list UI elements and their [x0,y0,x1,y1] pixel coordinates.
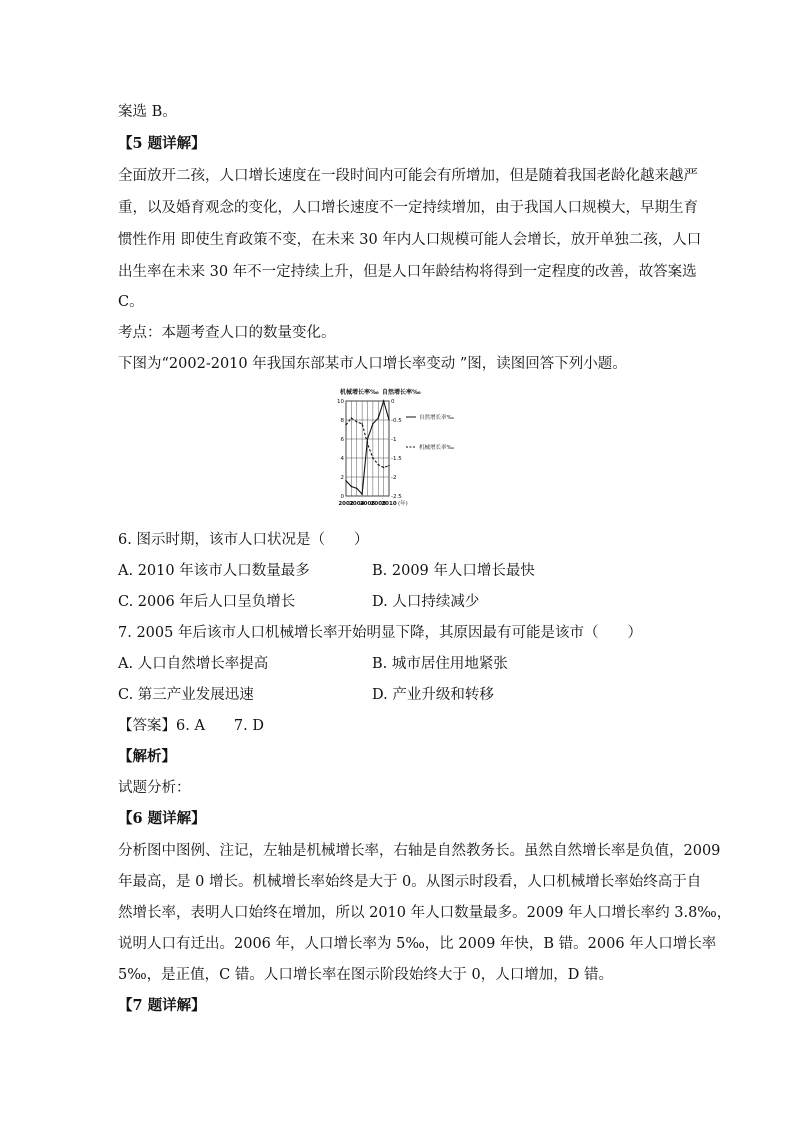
legend-label: 机械增长率‰ [419,445,454,451]
option-6a: A. 2010 年该市人口数量最多 [118,563,310,579]
mechanical-growth-point [345,424,346,425]
natural-growth-point [361,493,362,494]
right-tick-label: 0 [391,399,395,405]
text-line: 出生率在未来 30 年不一定持续上升，但是人口年龄结构将得到一定程度的改善，故答案选 [118,264,697,280]
answer-line: 【答案】6. A 7. D [118,718,264,734]
natural-growth-point [367,438,368,439]
x-tick-label: 2002 [338,501,354,507]
right-tick-label: -1 [391,437,397,443]
x-tick-label: 2004 [349,501,365,507]
natural-growth-point [345,480,346,481]
mechanical-growth-point [372,457,373,458]
natural-growth-point [356,488,357,489]
analysis-subheading: 试题分析： [118,780,191,796]
option-7a: A. 人口自然增长率提高 [118,656,269,672]
mechanical-growth-point [361,423,362,424]
left-tick-label: 4 [340,456,344,462]
option-7d: D. 产业升级和转移 [372,687,494,703]
x-tick-label: 2008 [370,501,386,507]
right-tick-label: -0.5 [391,418,402,424]
section-heading-5: 【5 题详解】 [118,135,206,152]
natural-growth-point [372,423,373,424]
x-axis-unit: (年) [398,501,408,507]
left-tick-label: 0 [340,494,344,500]
section-heading-7: 【7 题详解】 [118,997,206,1014]
mechanical-growth-point [383,467,384,468]
right-tick-label: -2 [391,475,397,481]
text-line: 案选 B。 [118,104,177,120]
text-line: 年最高，是 0 增长。机械增长率始终是大于 0。从图示时段看，人口机械增长率始终高于自 [118,874,702,890]
natural-growth-point [378,417,379,418]
text-line: 考点：本题考查人口的数量变化。 [118,325,336,341]
left-axis-title: 机械增长率‰ [340,389,379,396]
option-6d: D. 人口持续减少 [372,594,480,610]
text-line: 说明人口有迁出。2006 年，人口增长率为 5‰，比 2009 年快，B 错。2006 年人口增长率 [118,936,717,952]
left-tick-label: 2 [340,475,344,481]
option-6b: B. 2009 年人口增长最快 [372,563,535,579]
text-line: 全面放开二孩，人口增长速度在一段时间内可能会有所增加，但是随着我国老龄化越来越严 [118,168,698,184]
population-growth-chart [336,383,456,513]
figure-intro: 下图为“2002-2010 年我国东部某市人口增长率变动 ”图，读图回答下列小题。 [118,356,627,372]
text-line: 5‰，是正值，C 错。人口增长率在图示阶段始终大于 0，人口增加，D 错。 [118,967,613,983]
text-line: 惯性作用 即使生育政策不变，在未来 30 年内人口规模可能人会增长，放开单独二孩，人口 [118,232,702,248]
right-tick-label: -2.5 [391,494,402,500]
right-axis-title: 自然增长率‰ [382,389,421,396]
legend-label: 自然增长率‰ [419,415,454,421]
option-7c: C. 第三产业发展迅速 [118,687,254,703]
text-line: C。 [118,294,144,310]
natural-growth-point [388,419,389,420]
left-tick-label: 10 [337,399,344,405]
question-7: 7. 2005 年后该市人口机械增长率开始明显下降，其原因最有可能是该市（ ） [118,625,642,641]
option-7b: B. 城市居住用地紧张 [372,656,508,672]
mechanical-growth-point [351,417,352,418]
text-line: 重，以及婚育观念的变化，人口增长速度不一定持续增加，由于我国人口规模大，早期生育 [118,200,698,216]
mechanical-growth-point [388,465,389,466]
analysis-heading: 【解析】 [118,748,176,765]
natural-growth-point [383,400,384,401]
left-tick-label: 8 [340,418,344,424]
text-line: 分析图中图例、注记，左轴是机械增长率，右轴是自然教务长。虽然自然增长率是负值，2009 [118,843,721,859]
section-heading-6: 【6 题详解】 [118,810,206,827]
x-tick-label: 2006 [359,501,376,507]
text-line: 然增长率，表明人口始终在增加，所以 2010 年人口数量最多。2009 年人口增长率约 3.8‰， [118,905,732,921]
option-6c: C. 2006 年后人口呈负增长 [118,594,296,610]
natural-growth-point [351,486,352,487]
mechanical-growth-point [356,421,357,422]
left-tick-label: 6 [340,437,344,443]
question-6: 6. 图示时期，该市人口状况是（ ） [118,532,369,548]
x-tick-label: 2010 [381,501,397,507]
right-tick-label: -1.5 [391,456,402,462]
mechanical-growth-point [378,464,379,465]
